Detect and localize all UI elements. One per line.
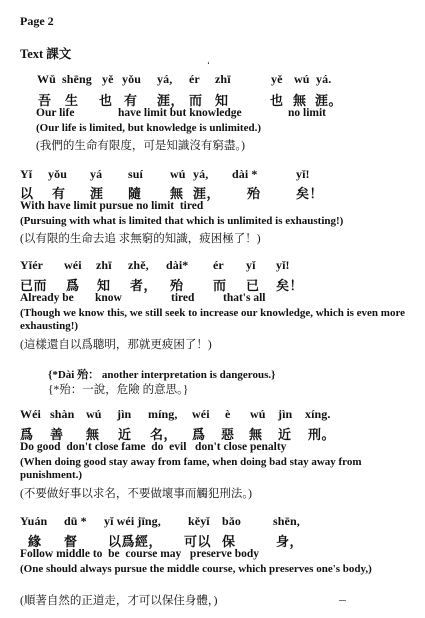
s2-gloss-line: With have limit pursue no limit tired [20,200,204,212]
s4-hanzi-token: 近 [118,427,132,442]
s3-hanzi-token: 已 [246,278,260,293]
s1-pinyin-token: yǒu [122,72,141,86]
s3-pinyin-token: zhī [96,258,112,272]
s3-pinyin-token: zhě, [128,258,149,272]
s3-pinyin-token: yǐ [246,258,256,272]
s2-chinese: (以有限的生命去追 求無窮的知識，疲困極了！) [20,233,261,245]
s1-gloss-token: have limit but knowledge [118,107,242,119]
s5-hanzi-line [0,531,425,547]
s3-gloss-token: that's all [223,292,266,304]
s2-hanzi-token: 有 [52,186,66,201]
s1-pinyin-token: ér [189,72,200,86]
s3-gloss-line [0,292,425,307]
s4-hanzi-line [0,424,425,440]
s1-gloss-token: Our life [36,107,75,119]
s1-pinyin-line [0,72,425,88]
s2-hanzi-token: 以 [20,186,34,201]
s1-pinyin-token: wú [294,72,310,86]
s4-hanzi-token: 爲 [20,427,34,442]
s1-hanzi-token: 涯， [157,93,185,108]
s3-hanzi-token: 爲 [66,278,80,293]
s1-gloss-token: no limit [288,107,327,119]
s3-hanzi-token: 矣！ [276,278,304,293]
s5-chinese: (順著自然的正道走，才可以保住身體，) [20,595,218,607]
s5-hanzi-token: 以爲經， [108,534,163,549]
note-line-english: {*Dài 殆： another interpretation is dangerous.} [48,369,276,381]
s1-hanzi-line [0,90,425,106]
s2-hanzi-token: 涯， [193,186,221,201]
s4-translation: (When doing good stay away from fame, when doing bad stay away from punishment.) [20,456,362,481]
s5-pinyin-token: Yuán [20,514,48,528]
s5-pinyin-token: shēn, [273,514,300,528]
s2-pinyin-token: yǒu [48,167,67,181]
s3-gloss-token: know [95,292,122,304]
s3-translation: (Though we know this, we still seek to increase our knowledge, which is even more exhausting!) [20,307,406,332]
s5-hanzi-token: 保 [222,534,236,549]
s3-pinyin-token: wéi [64,258,82,272]
s3-pinyin-token: yǐ! [276,258,290,272]
s3-hanzi-token: 殆 [170,278,184,293]
s2-pinyin-token: Yǐ [20,167,33,181]
s1-hanzi-token: 知 [215,93,229,108]
s4-pinyin-token: xíng. [305,407,331,421]
s1-hanzi-token: 生 [65,93,79,108]
s2-hanzi-token: 矣！ [296,186,324,201]
s4-pinyin-token: è [225,407,231,421]
s1-hanzi-token: 而 [189,93,203,108]
s2-pinyin-token: yá [90,167,103,181]
s2-pinyin-token: yǐ! [296,167,310,181]
s5-hanzi-token: 可以 [184,534,212,549]
s5-pinyin-token: dū * [64,514,87,528]
s4-hanzi-token: 善 [50,427,64,442]
s4-hanzi-token: 近 [278,427,292,442]
s3-pinyin-line [0,258,425,274]
s1-pinyin-token: yě [102,72,114,86]
text-heading: Text 課文 [20,47,72,61]
s4-pinyin-token: wéi [192,407,210,421]
s3-gloss-token: Already be [20,292,74,304]
s5-hanzi-token: 緣 [28,534,42,549]
s1-hanzi-token: 也 [270,93,284,108]
s2-pinyin-token: dài * [232,167,258,181]
s1-gloss-line [0,107,425,122]
s5-pinyin-token: yǐ wéi jīng, [104,514,161,528]
s5-pinyin-token: kěyǐ [188,514,210,528]
s4-pinyin-line [0,407,425,423]
s1-hanzi-token: 吾 [38,93,52,108]
s1-hanzi-token: 無 [293,93,307,108]
s5-translation: (One should always pursue the middle course, which preserves one's body,) [20,563,372,575]
scan-speck [339,600,346,601]
s2-hanzi-token: 無 [170,186,184,201]
s4-pinyin-token: Wéi [20,407,41,421]
s3-hanzi-line [0,275,425,291]
s3-hanzi-token: 知 [97,278,111,293]
s2-hanzi-line [0,183,425,199]
s5-pinyin-token: bǎo [222,514,241,528]
s1-pinyin-token: yá, [157,72,173,86]
s2-translation: (Pursuing with what is limited that which is unlimited is exhausting!) [20,215,344,227]
s1-translation: (Our life is limited, but knowledge is unlimited.) [36,122,262,134]
s4-pinyin-token: wú [86,407,102,421]
s3-gloss-token: tired [171,292,195,304]
s5-hanzi-token: 督 [64,534,78,549]
s1-hanzi-token: 有 [124,93,138,108]
s1-chinese: (我們的生命有限度，可是知識沒有窮盡。) [36,140,245,152]
s2-pinyin-token: suí [128,167,143,181]
s3-chinese: (這樣還自以爲聰明，那就更疲困了！) [20,339,212,351]
s4-pinyin-token: shàn [50,407,75,421]
s2-pinyin-token: wú [170,167,186,181]
note-line-chinese: {*殆：一說，危險 的意思。} [48,384,189,396]
s4-hanzi-token: 無 [249,427,263,442]
s5-hanzi-token: 身， [276,534,304,549]
s4-hanzi-token: 無 [86,427,100,442]
s4-hanzi-token: 刑。 [308,427,336,442]
s5-gloss-line: Follow middle to be course may preserve body [20,548,260,560]
s3-hanzi-token: 已而 [20,278,48,293]
s3-pinyin-token: ér [213,258,224,272]
s4-pinyin-token: wú [250,407,266,421]
s1-pinyin-token: zhī [215,72,231,86]
s4-chinese: (不要做好事以求名，不要做壞事而觸犯刑法。) [20,488,252,500]
s5-pinyin-line [0,514,425,530]
s1-pinyin-token: shēng [62,72,92,86]
s2-pinyin-token: yá, [193,167,209,181]
s4-hanzi-token: 名， [150,427,178,442]
s4-pinyin-token: jìn [117,407,132,421]
stray-mark: ʻ [207,60,210,70]
s1-pinyin-token: Wǔ [37,72,56,86]
s3-pinyin-token: Yǐér [20,258,44,272]
s4-hanzi-token: 惡 [221,427,235,442]
s2-hanzi-token: 隨 [128,186,142,201]
s2-hanzi-token: 殆 [247,186,261,201]
s3-hanzi-token: 而 [213,278,227,293]
s3-pinyin-token: dài* [166,258,189,272]
s2-pinyin-line [0,167,425,183]
s4-pinyin-token: jìn [278,407,293,421]
s2-hanzi-token: 涯 [90,186,104,201]
s4-hanzi-token: 爲 [192,427,206,442]
s4-gloss-line: Do good don't close fame do evil don't close penalty [20,441,287,453]
s1-hanzi-token: 也 [99,93,113,108]
s1-hanzi-token: 涯。 [315,93,343,108]
s4-pinyin-token: míng, [148,407,178,421]
page-label: Page 2 [20,14,54,28]
s1-pinyin-token: yá. [316,72,332,86]
s1-pinyin-token: yě [271,72,283,86]
s3-hanzi-token: 者， [130,278,158,293]
